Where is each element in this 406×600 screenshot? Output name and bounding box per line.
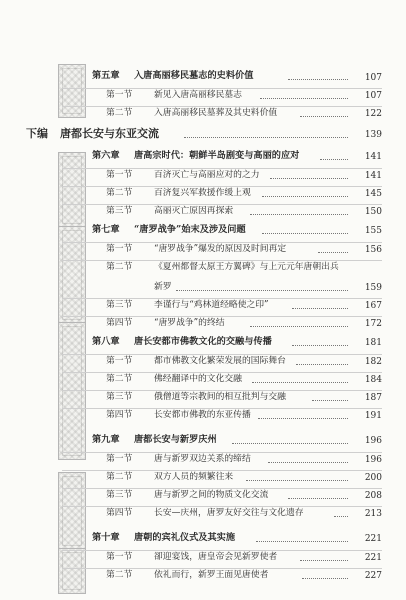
chapter-title: 唐长安都市佛教文化的交融与传播 — [134, 336, 272, 347]
toc-section — [0, 409, 406, 429]
page-number: 221 — [364, 534, 382, 544]
section-number: 第一节 — [106, 90, 133, 100]
page-number: 107 — [364, 91, 382, 101]
leader-dots — [256, 541, 348, 542]
section-title: 长安都市佛教的东亚传播 — [154, 410, 251, 420]
page-number: 141 — [364, 171, 382, 181]
section-title: 入唐高丽移民墓葬及其史料价值 — [154, 108, 278, 118]
page-number: 150 — [364, 207, 382, 217]
leader-dots — [258, 418, 348, 419]
toc-section — [0, 261, 406, 281]
section-title: 都市佛教文化繁荣发展的国际舞台 — [154, 356, 286, 366]
leader-dots — [320, 159, 348, 160]
page-number: 200 — [364, 473, 382, 483]
section-title: 李谨行与“鸡林道经略使之印” — [154, 300, 269, 310]
section-number: 第二节 — [106, 262, 133, 272]
part-title: 唐都长安与东亚交流 — [60, 127, 159, 140]
section-title: 佛经翻译中的文化交融 — [154, 374, 242, 384]
toc-chapter-5 — [0, 70, 406, 90]
chapter-title: “唐罗战争”始末及涉及问题 — [134, 224, 246, 235]
leader-dots — [268, 462, 348, 463]
section-title: 新见入唐高丽移民墓志 — [154, 90, 242, 100]
leader-dots — [250, 326, 348, 327]
page-number: 145 — [364, 189, 382, 199]
page-number: 196 — [364, 455, 382, 465]
section-title: 新罗 — [154, 282, 172, 292]
section-title: 唐与新罗之间的物质文化交流 — [154, 490, 269, 500]
leader-dots — [250, 214, 348, 215]
section-title: 长安—庆州，唐罗友好交往与文化遗存 — [154, 508, 304, 518]
page-number: 139 — [364, 130, 382, 140]
section-number: 第二节 — [106, 108, 133, 118]
page-number: 172 — [364, 319, 382, 329]
section-number: 第二节 — [106, 374, 133, 384]
toc-section — [0, 569, 406, 589]
section-number: 第二节 — [106, 472, 133, 482]
leader-dots — [246, 480, 348, 481]
section-title: “唐罗战争”爆发的原因及时间再定 — [154, 244, 287, 254]
page-number: 156 — [364, 245, 382, 255]
section-title: 俄僧道等宗教间的相互批判与交融 — [154, 392, 286, 402]
section-title: “唐罗战争”的终结 — [154, 318, 225, 328]
section-title: 《夏州都督太原王方翼碑》与上元元年唐朝出兵 — [154, 262, 339, 272]
page-number: 107 — [364, 73, 382, 83]
section-number: 第四节 — [106, 508, 133, 518]
section-title: 唐与新罗双边关系的缔结 — [154, 454, 251, 464]
toc-part — [0, 128, 406, 148]
leader-dots — [334, 516, 348, 517]
part-label: 下编 — [26, 127, 48, 140]
section-title: 百济复兴军救援作缓上观 — [154, 188, 251, 198]
toc-chapter-7 — [0, 224, 406, 244]
page-number: 155 — [364, 226, 382, 236]
chapter-title: 入唐高丽移民墓志的史料价值 — [134, 70, 254, 81]
toc-section — [0, 107, 406, 127]
page-number: 182 — [364, 357, 382, 367]
section-title: 依礼而行，新罗王面见唐使者 — [154, 570, 269, 580]
section-title: 高丽灭亡原因再探索 — [154, 206, 234, 216]
leader-dots — [312, 400, 348, 401]
leader-dots — [184, 137, 348, 138]
page-number: 221 — [364, 553, 382, 563]
section-number: 第二节 — [106, 570, 133, 580]
chapter-title: 唐都长安与新罗庆州 — [134, 434, 217, 445]
chapter-number: 第八章 — [92, 336, 120, 347]
leader-dots — [232, 443, 348, 444]
chapter-title: 唐朝的宾礼仪式及其实施 — [134, 532, 236, 543]
section-title: 卻迎宴饯，唐皇帝会见新罗使者 — [154, 552, 278, 562]
leader-dots — [176, 290, 348, 291]
section-number: 第一节 — [106, 552, 133, 562]
leader-dots — [292, 345, 348, 346]
leader-dots — [302, 578, 348, 579]
toc-section — [0, 507, 406, 527]
leader-dots — [252, 382, 348, 383]
page-number: 181 — [364, 338, 382, 348]
section-number: 第三节 — [106, 300, 133, 310]
section-number: 第一节 — [106, 244, 133, 254]
page-number: 213 — [364, 509, 382, 519]
section-number: 第一节 — [106, 356, 133, 366]
leader-dots — [296, 364, 348, 365]
section-number: 第三节 — [106, 206, 133, 216]
page-number: 141 — [364, 152, 382, 162]
leader-dots — [260, 98, 348, 99]
leader-dots — [288, 79, 348, 80]
leader-dots — [300, 560, 348, 561]
toc-chapter-8 — [0, 336, 406, 356]
section-number: 第四节 — [106, 318, 133, 328]
leader-dots — [288, 498, 348, 499]
section-number: 第二节 — [106, 188, 133, 198]
page-number: 227 — [364, 571, 382, 581]
leader-dots — [292, 308, 348, 309]
chapter-number: 第五章 — [92, 70, 120, 81]
page-number: 187 — [364, 393, 382, 403]
section-number: 第三节 — [106, 392, 133, 402]
section-number: 第三节 — [106, 490, 133, 500]
toc-chapter-10 — [0, 532, 406, 552]
leader-dots — [300, 116, 348, 117]
leader-dots — [262, 196, 348, 197]
chapter-title: 唐高宗时代：朝鲜半岛剧变与高丽的应对 — [134, 150, 300, 161]
section-title: 百济灭亡与高丽应对的之力 — [154, 170, 260, 180]
page-number: 167 — [364, 301, 382, 311]
page-number: 191 — [364, 411, 382, 421]
leader-dots — [262, 233, 348, 234]
section-title: 双方人员的频繁往来 — [154, 472, 234, 482]
page-number: 196 — [364, 436, 382, 446]
toc-chapter-9 — [0, 434, 406, 454]
section-number: 第一节 — [106, 454, 133, 464]
chapter-number: 第六章 — [92, 150, 120, 161]
chapter-number: 第七章 — [92, 224, 120, 235]
toc-section — [0, 317, 406, 337]
toc-chapter-6 — [0, 150, 406, 170]
leader-dots — [270, 178, 348, 179]
page-number: 184 — [364, 375, 382, 385]
page-number: 159 — [364, 283, 382, 293]
chapter-number: 第十章 — [92, 532, 120, 543]
chapter-number: 第九章 — [92, 434, 120, 445]
leader-dots — [318, 252, 348, 253]
section-number: 第一节 — [106, 170, 133, 180]
page-number: 122 — [364, 109, 382, 119]
page-number: 208 — [364, 491, 382, 501]
toc-section — [0, 205, 406, 225]
section-number: 第四节 — [106, 410, 133, 420]
